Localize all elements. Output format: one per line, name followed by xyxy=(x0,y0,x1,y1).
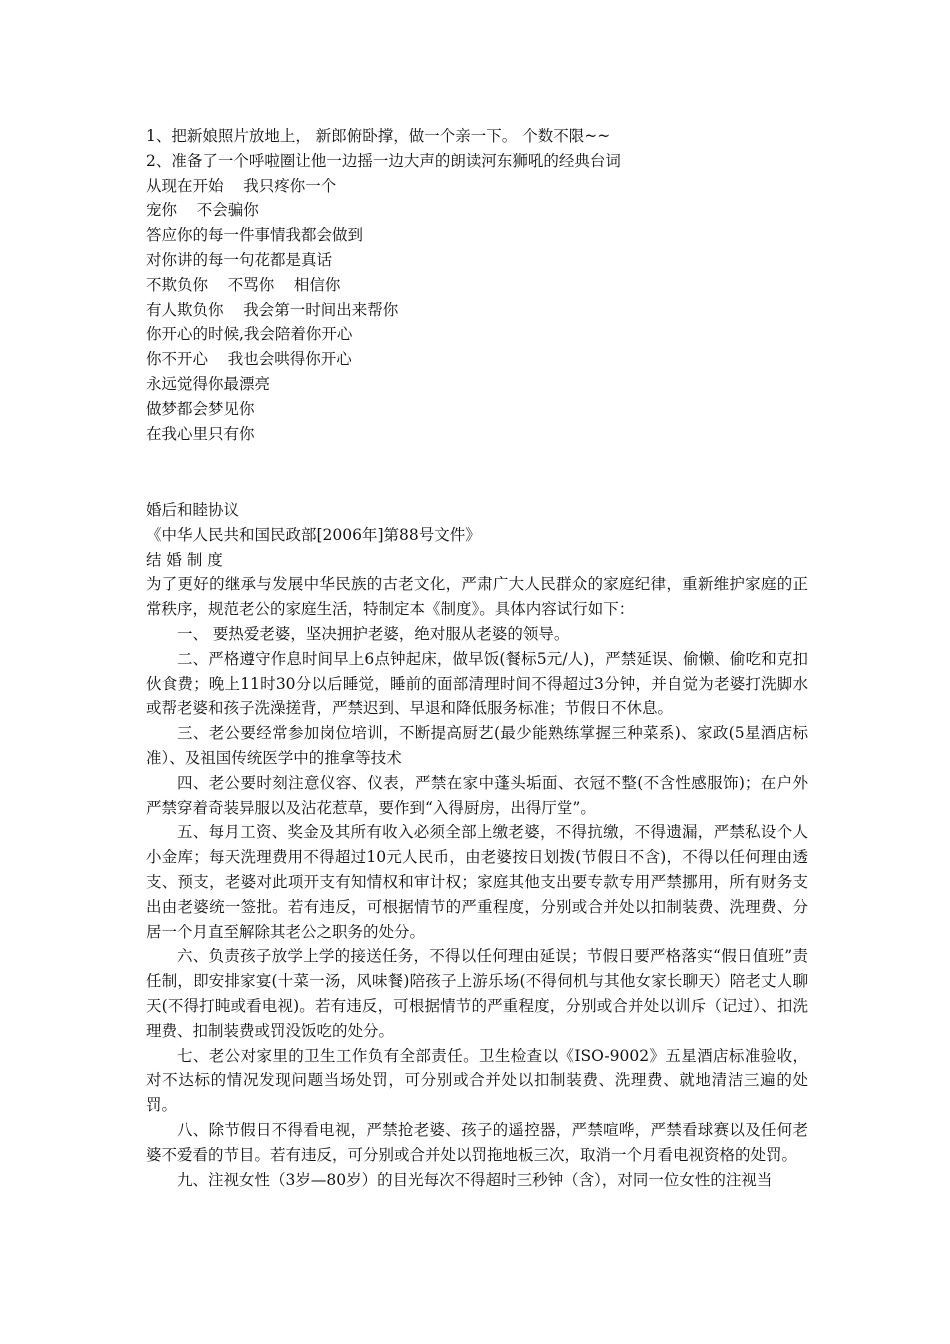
article-2: 二、严格遵守作息时间早上6点钟起床，做早饭(餐标5元/人)，严禁延误、偷懒、偷吃和克扣伙食费；晚上11时30分以后睡觉，睡前的面部清理时间不得超过3分钟，并自觉为老婆打洗脚水或帮老婆和孩子洗澡搓背，严禁迟到、早退和降低服务标准；节假日不休息。 xyxy=(146,649,808,718)
article-4: 四、老公要时刻注意仪容、仪表，严禁在家中蓬头垢面、衣冠不整(不含性感服饰)；在户外严禁穿着奇装异服以及沾花惹草，要作到“入得厨房，出得厅堂”。 xyxy=(146,773,808,817)
intro-line: 有人欺负你 我会第一时间出来帮你 xyxy=(146,300,399,319)
intro-line: 对你讲的每一句花都是真话 xyxy=(146,250,333,269)
document-reference: 《中华人民共和国民政部[2006年]第88号文件》 xyxy=(146,525,481,544)
intro-line: 你不开心 我也会哄得你开心 xyxy=(146,350,352,369)
article-6: 六、负责孩子放学上学的接送任务，不得以任何理由延误；节假日要严格落实“假日值班”责任制，即安排家宴(十菜一汤，风味餐)陪孩子上游乐场(不得伺机与其他女家长聊天）陪老丈人聊天(不得打盹或看电视)。若有违反，可根据情节的严重程度，分别或合并处以训斥（记过）、扣洗理费、扣制装费或罚没饭吃的处分。 xyxy=(146,947,808,1040)
intro-line: 不欺负你 不骂你 相信你 xyxy=(146,275,341,294)
intro-line: 永远觉得你最漂亮 xyxy=(146,374,271,393)
intro-line: 宠你 不会骗你 xyxy=(146,201,259,220)
agreement-section xyxy=(146,498,808,1192)
system-title: 结 婚 制 度 xyxy=(146,550,223,569)
intro-line: 做梦都会梦见你 xyxy=(146,399,255,418)
intro-line: 在我心里只有你 xyxy=(146,424,255,443)
article-8: 八、除节假日不得看电视，严禁抢老婆、孩子的遥控器，严禁喧哗，严禁看球赛以及任何老婆不爱看的节目。若有违反，可分别或合并处以罚拖地板三次，取消一个月看电视资格的处罚。 xyxy=(146,1120,808,1164)
article-9: 九、注视女性（3岁—80岁）的目光每次不得超时三秒钟（含），对同一位女性的注视当 xyxy=(177,1170,773,1189)
intro-section xyxy=(146,124,826,446)
article-7: 七、老公对家里的卫生工作负有全部责任。卫生检查以《ISO-9002》五星酒店标准验收，对不达标的情况发现问题当场处罚，可分别或合并处以扣制装费、洗理费、就地清洁三遍的处罚。 xyxy=(146,1046,808,1115)
intro-line: 1、把新娘照片放地上， 新郎俯卧撑，做一个亲一下。 个数不限~~ xyxy=(146,127,611,145)
agreement-title: 婚后和睦协议 xyxy=(146,501,240,519)
intro-line: 答应你的每一件事情我都会做到 xyxy=(146,226,364,245)
article-5: 五、每月工资、奖金及其所有收入必须全部上缴老婆，不得抗缴，不得遗漏，严禁私设个人小金库；每天洗理费用不得超过10元人民币，由老婆按日划拨(节假日不含)，不得以任何理由透支、预支，老婆对此项开支有知情权和审计权；家庭其他支出要专款专用严禁挪用，所有财务支出由老婆统一签批。若有违反，可根据情节的严重程度，分别或合并处以扣制装费、洗理费、分居一个月直至解除其老公之职务的处分。 xyxy=(146,823,808,941)
intro-line: 从现在开始 我只疼你一个 xyxy=(146,176,337,195)
intro-line: 2、准备了一个呼啦圈让他一边摇一边大声的朗读河东狮吼的经典台词 xyxy=(146,151,621,170)
intro-line: 你开心的时候,我会陪着你开心 xyxy=(146,325,353,344)
article-1: 一、 要热爱老婆，坚决拥护老婆，绝对服从老婆的领导。 xyxy=(177,624,570,643)
article-3: 三、老公要经常参加岗位培训，不断提高厨艺(最少能熟练掌握三种菜系)、家政(5星酒店标准）、及祖国传统医学中的推拿等技术 xyxy=(146,724,808,767)
preamble: 为了更好的继承与发展中华民族的古老文化，严肃广大人民群众的家庭纪律，重新维护家庭的正常秩序，规范老公的家庭生活，特制定本《制度》。具体内容试行如下： xyxy=(146,575,808,619)
